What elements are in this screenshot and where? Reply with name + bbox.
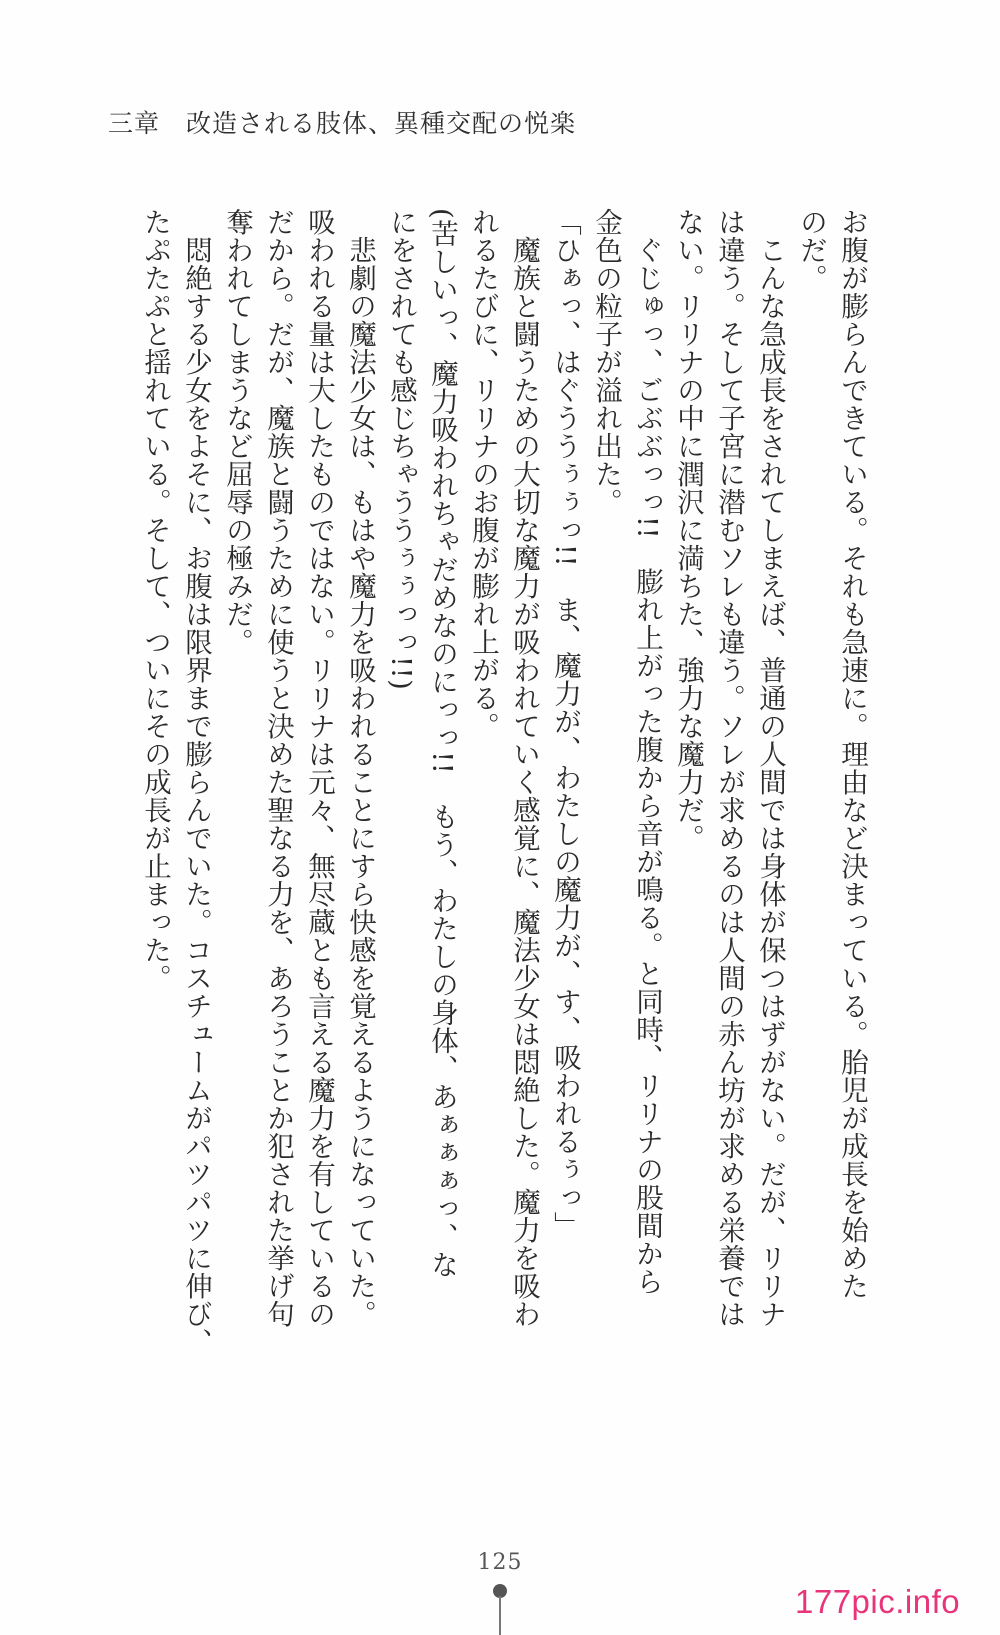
text-column: 吸われる量は大したものではない。リリナは元々、無尽蔵とも言える魔力を有しているの xyxy=(303,208,335,1328)
chapter-header: 三章 改造される肢体、異種交配の悦楽 xyxy=(108,109,577,138)
page-marker-line xyxy=(499,1596,501,1635)
text-column: にをされても感じちゃううぅぅっっ!!) xyxy=(385,208,417,691)
text-column: 魔族と闘うための大切な魔力が吸われていく感覚に、魔法少女は悶絶した。魔力を吸わ xyxy=(508,236,540,1328)
text-column: こんな急成長をされてしまえば、普通の人間では身体が保つはずがない。だが、リリナ xyxy=(754,236,786,1328)
text-column: 金色の粒子が溢れ出た。 xyxy=(590,208,622,516)
text-column: 悲劇の魔法少女は、もはや魔力を吸われることにすら快感を覚えるようになっていた。 xyxy=(344,236,376,1328)
text-column: ない。リリナの中に潤沢に満ちた、強力な魔力だ。 xyxy=(672,208,704,852)
text-column: 悶絶する少女をよそに、お腹は限界まで膨らんでいた。コスチュームがパツパツに伸び、 xyxy=(180,236,212,1356)
text-column: は違う。そして子宮に潜むソレも違う。ソレが求めるのは人間の赤ん坊が求める栄養では xyxy=(713,208,745,1328)
text-column: たぷたぷと揺れている。そして、ついにその成長が止まった。 xyxy=(139,208,171,992)
page-number: 125 xyxy=(477,1550,523,1575)
vertical-body-text xyxy=(100,208,872,1356)
text-column: (苦しいっ、魔力吸われちゃだめなのにっっ!! もう、わたしの身体、あぁぁぁっ、な xyxy=(426,208,458,1279)
site-watermark: 177pic.info xyxy=(795,1583,961,1620)
text-column: 「ひぁっ、はぐううぅぅっ!! ま、魔力が、わたしの魔力が、す、吸われるぅっ」 xyxy=(549,208,581,1240)
text-column: のだ。 xyxy=(795,208,827,292)
text-column: れるたびに、リリナのお腹が膨れ上がる。 xyxy=(467,208,499,740)
text-column: ぐじゅっ、ごぶぶっっ!! 膨れ上がった腹から音が鳴る。と同時、リリナの股間から xyxy=(631,236,663,1296)
text-column: 奪われてしまうなど屈辱の極みだ。 xyxy=(221,208,253,656)
text-column: お腹が膨らんできている。それも急速に。理由など決まっている。胎児が成長を始めた xyxy=(836,208,868,1300)
text-column: だから。だが、魔族と闘うために使うと決めた聖なる力を、あろうことか犯された挙げ句 xyxy=(262,208,294,1328)
